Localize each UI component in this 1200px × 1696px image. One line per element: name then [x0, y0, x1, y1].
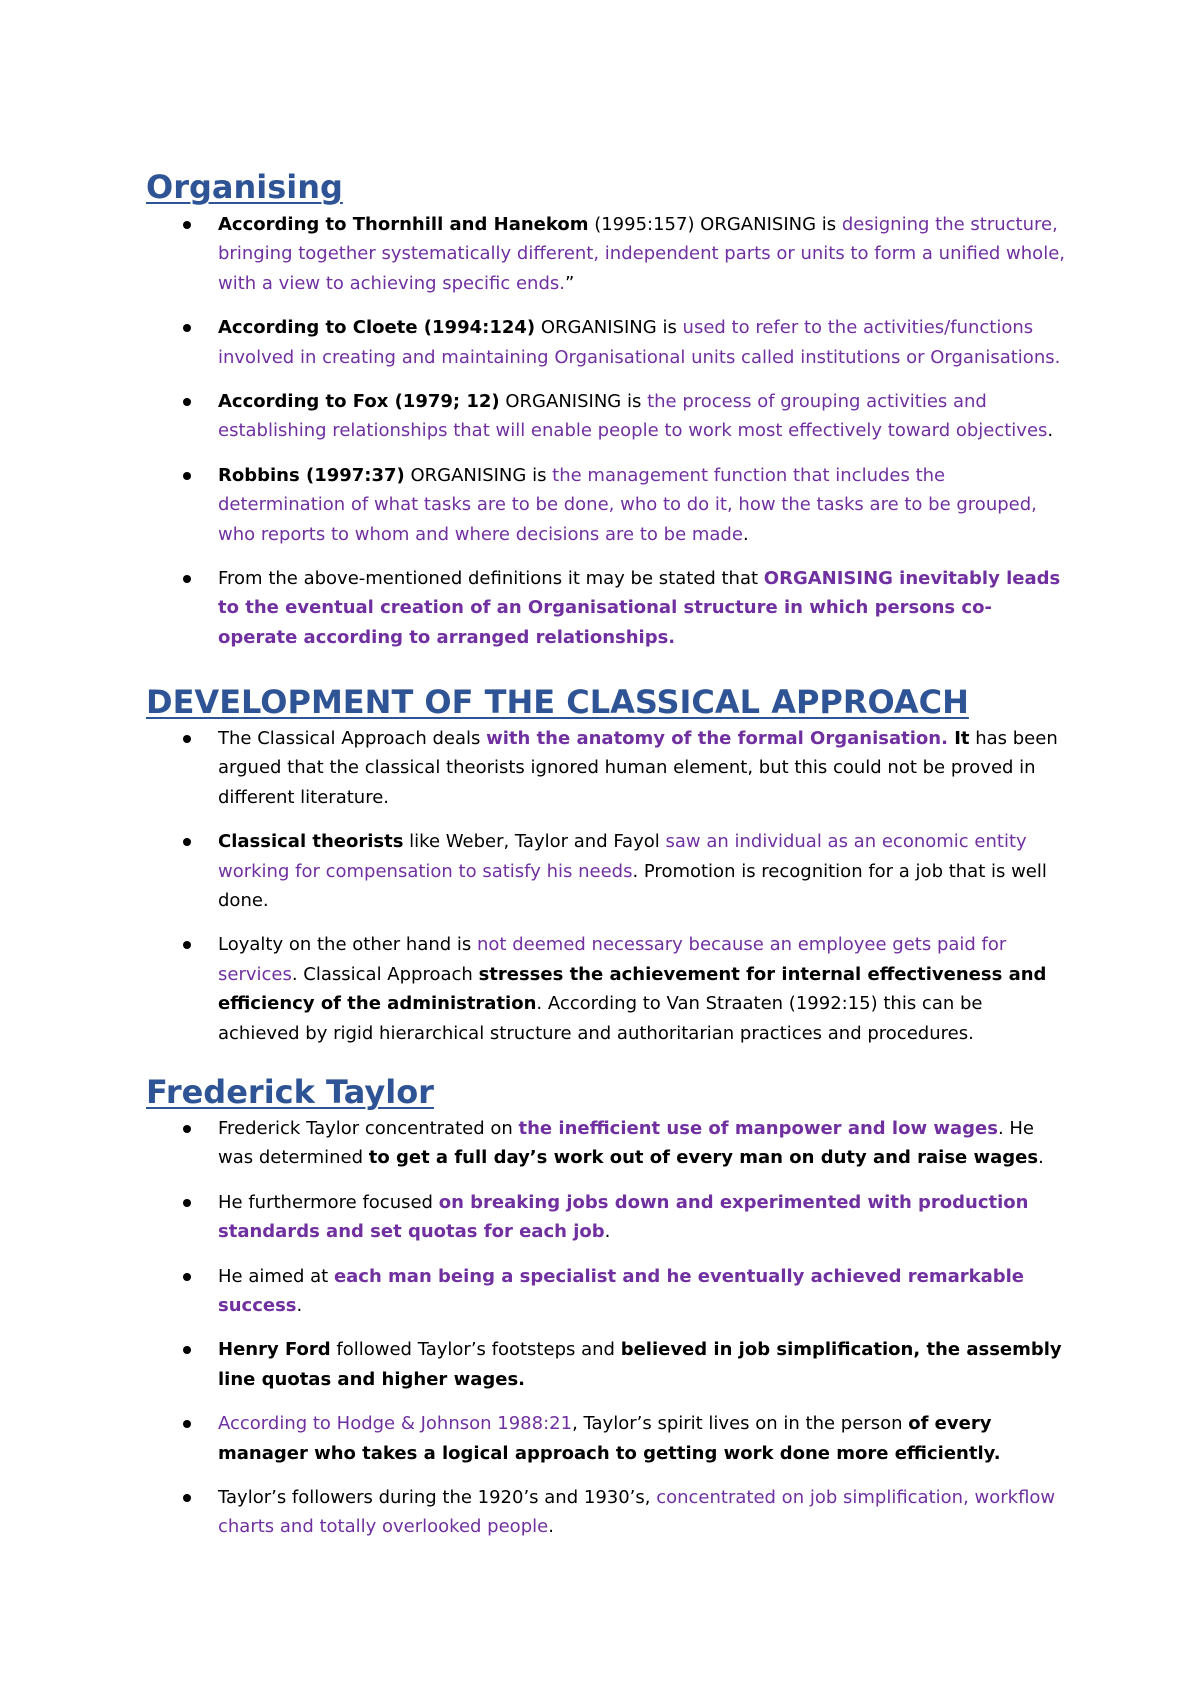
bullet-dot-icon: [183, 838, 191, 846]
bullet-dot-icon: [183, 472, 191, 480]
list-item: Robbins (1997:37) ORGANISING is the management function that includes the determination of what tasks are to be done, who to do it, how the tasks are to be grouped, who reports to whom and where decisions are to be made.: [0, 461, 1068, 549]
list-item: According to Cloete (1994:124) ORGANISING is used to refer to the activities/functions involved in creating and maintaining Organisational units called institutions or Organisations.: [0, 313, 1068, 372]
list-item: He aimed at each man being a specialist and he eventually achieved remarkable success.: [0, 1262, 1068, 1321]
list-item: Taylor’s followers during the 1920’s and 1930’s, concentrated on job simplification, workflow charts and totally overlooked people.: [0, 1483, 1068, 1542]
heading-classical-approach: DEVELOPMENT OF THE CLASSICAL APPROACH: [146, 683, 969, 721]
bullet-dot-icon: [183, 1494, 191, 1502]
bullet-dot-icon: [183, 398, 191, 406]
list-item: Classical theorists like Weber, Taylor and Fayol saw an individual as an economic entity working for compensation to satisfy his needs. Promotion is recognition for a job that is well done.: [0, 827, 1068, 915]
heading-frederick-taylor: Frederick Taylor: [146, 1073, 434, 1111]
list-item: According to Hodge & Johnson 1988:21, Taylor’s spirit lives on in the person of every manager who takes a logical approach to getting work done more efficiently.: [0, 1409, 1068, 1468]
list-item: He furthermore focused on breaking jobs down and experimented with production standards and set quotas for each job.: [0, 1188, 1068, 1247]
bullet-dot-icon: [183, 1346, 191, 1354]
list-item: According to Fox (1979; 12) ORGANISING is the process of grouping activities and establishing relationships that will enable people to work most effectively toward objectives.: [0, 387, 1068, 446]
heading-organising: Organising: [146, 168, 343, 206]
bullet-dot-icon: [183, 1125, 191, 1133]
list-organising: [0, 210, 1200, 652]
list-item: According to Thornhill and Hanekom (1995:157) ORGANISING is designing the structure, bringing together systematically different, independent parts or units to form a unified whole, with a view to achieving specific ends.”: [0, 210, 1068, 298]
bullet-dot-icon: [183, 1199, 191, 1207]
list-classical-approach: [0, 724, 1200, 1048]
list-item: Frederick Taylor concentrated on the inefficient use of manpower and low wages. He was determined to get a full day’s work out of every man on duty and raise wages.: [0, 1114, 1068, 1173]
bullet-dot-icon: [183, 324, 191, 332]
bullet-dot-icon: [183, 1273, 191, 1281]
bullet-dot-icon: [183, 575, 191, 583]
bullet-dot-icon: [183, 221, 191, 229]
list-item: Henry Ford followed Taylor’s footsteps and believed in job simplification, the assembly line quotas and higher wages.: [0, 1335, 1068, 1394]
list-item: The Classical Approach deals with the anatomy of the formal Organisation. It has been argued that the classical theorists ignored human element, but this could not be proved in different literature.: [0, 724, 1068, 812]
list-frederick-taylor: [0, 1114, 1200, 1542]
bullet-dot-icon: [183, 941, 191, 949]
bullet-dot-icon: [183, 1420, 191, 1428]
list-item: Loyalty on the other hand is not deemed necessary because an employee gets paid for services. Classical Approach stresses the achievement for internal effectiveness and efficiency of the administration. According to Van Straaten (1992:15) this can be achieved by rigid hierarchical structure and authoritarian practices and procedures.: [0, 930, 1068, 1048]
bullet-dot-icon: [183, 735, 191, 743]
list-item: From the above-mentioned definitions it may be stated that ORGANISING inevitably leads to the eventual creation of an Organisational structure in which persons co-operate according to arranged relationships.: [0, 564, 1068, 652]
